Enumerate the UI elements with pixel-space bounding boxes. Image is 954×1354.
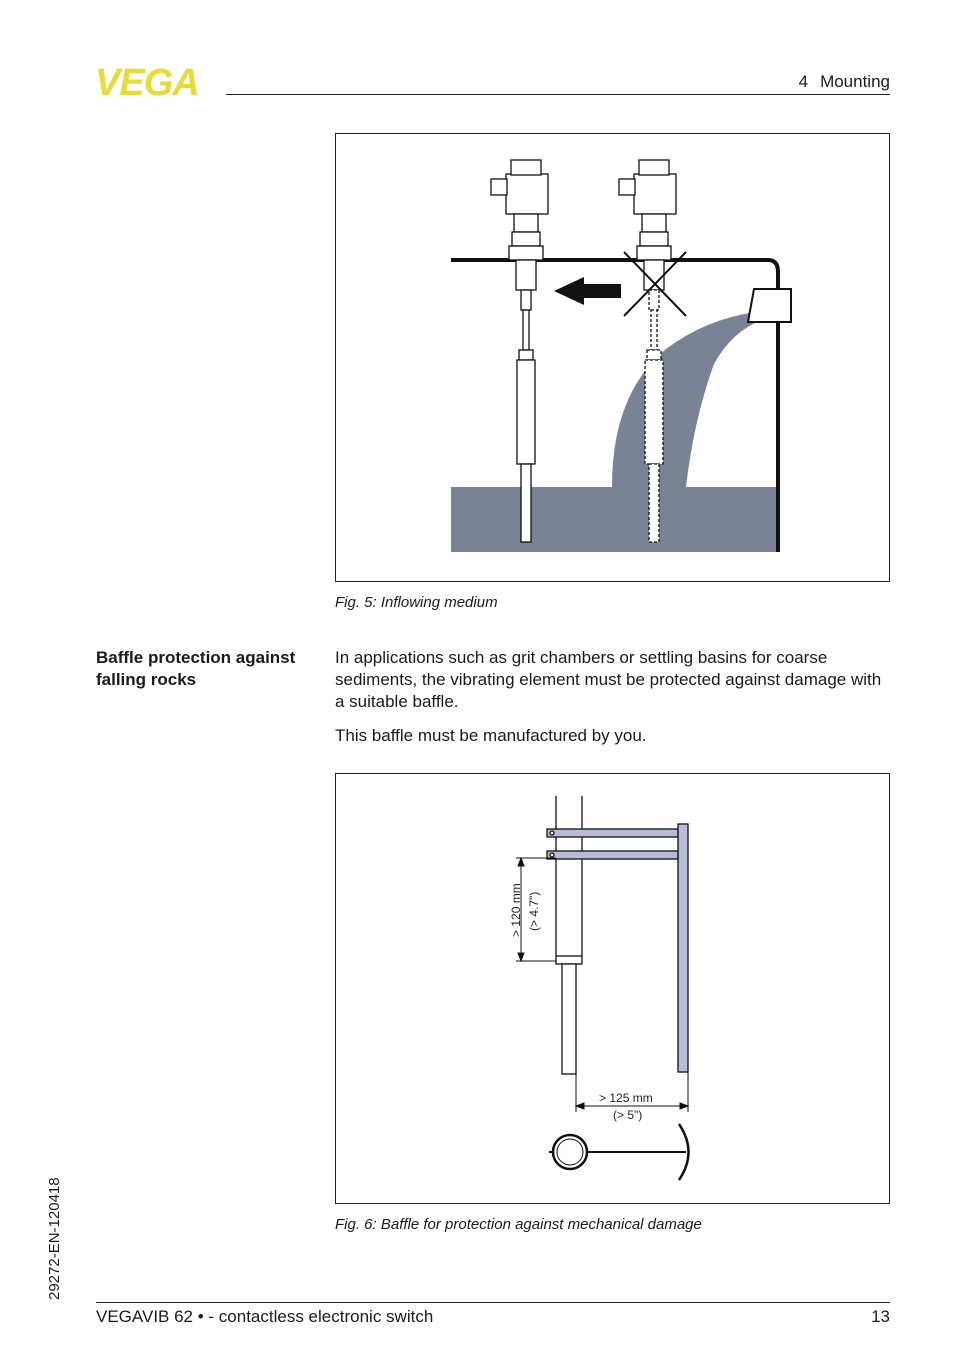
dim-vertical-mm: > 120 mm bbox=[509, 883, 523, 937]
vega-logo bbox=[95, 64, 221, 98]
figure-5-caption: Fig. 5: Inflowing medium bbox=[335, 594, 498, 611]
section-number: 4 bbox=[798, 72, 809, 91]
header-rule bbox=[226, 94, 890, 95]
dim-horizontal-in: (> 5") bbox=[613, 1108, 643, 1122]
footer-product-title: VEGAVIB 62 • - contactless electronic switch bbox=[96, 1307, 434, 1326]
paragraph-1: In applications such as grit chambers or settling basins for coarse sediments, the vibrating element must be protected against damage with a suitable baffle. bbox=[335, 648, 882, 711]
section-heading: Baffle protection against falling rocks bbox=[96, 648, 296, 689]
inflowing-medium-illustration bbox=[336, 134, 889, 581]
direction-arrow bbox=[554, 277, 621, 305]
section-title: Mounting bbox=[820, 72, 890, 91]
sensor-pipe bbox=[556, 796, 582, 1074]
sensor-correct bbox=[491, 160, 548, 542]
figure-6-caption: Fig. 6: Baffle for protection against mechanical damage bbox=[335, 1216, 702, 1233]
logo-text: VEGA bbox=[95, 64, 199, 98]
figure-baffle bbox=[335, 773, 890, 1204]
top-view bbox=[549, 1124, 689, 1180]
document-number: 29272-EN-120418 bbox=[46, 1177, 63, 1300]
paragraph-2: This baffle must be manufactured by you. bbox=[335, 726, 647, 745]
baffle-illustration bbox=[336, 774, 889, 1203]
medium-fill bbox=[451, 310, 776, 552]
baffle-plate bbox=[678, 824, 688, 1072]
footer-rule bbox=[96, 1302, 890, 1303]
figure-inflowing-medium bbox=[335, 133, 890, 582]
dim-horizontal-mm: > 125 mm bbox=[599, 1091, 653, 1105]
inlet-pipe bbox=[748, 289, 791, 322]
section-header bbox=[799, 72, 890, 92]
vega-logo-graphic bbox=[95, 64, 221, 98]
mounting-clamps bbox=[547, 829, 678, 859]
page-number: 13 bbox=[871, 1307, 890, 1326]
dim-vertical-in: (> 4.7") bbox=[527, 891, 541, 931]
